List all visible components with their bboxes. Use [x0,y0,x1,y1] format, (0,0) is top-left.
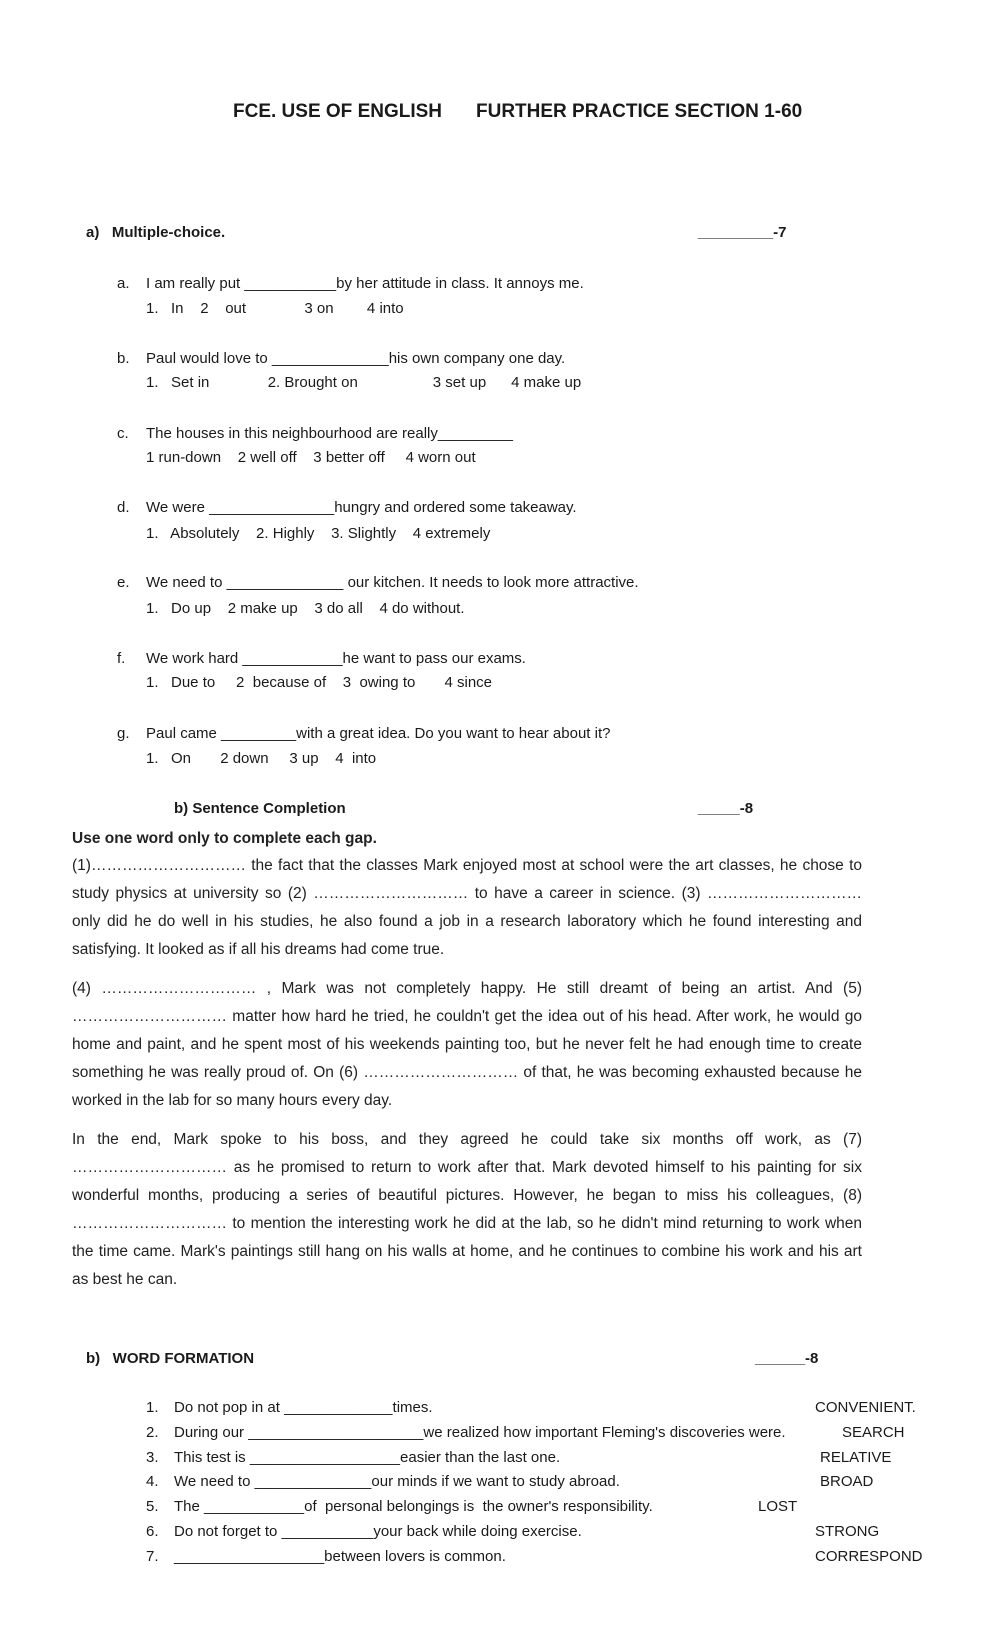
question-options: 1. Do up 2 make up 3 do all 4 do without. [146,600,465,617]
question-text: Paul came _________with a great idea. Do you want to hear about it? [146,725,611,742]
item-text: This test is __________________easier than the last one. [174,1449,561,1466]
cloze-paragraph-3: In the end, Mark spoke to his boss, and they agreed he could take six months off work, as (7) ………………………… as he promised to return to work after that. Mark devoted himself to his painting for six wonderful months, producing a series of beautiful pictures. However, he began to miss his colleagues, (8) ………………………… to mention the interesting work he did at the lab, so he didn't mind returning to work when the time came. Mark's paintings still hang on his walls at home, and he continues to combine his work and his art as best he can. [72,1131,862,1288]
item-text: Do not forget to ___________your back while doing exercise. [174,1523,582,1540]
item-text: __________________between lovers is common. [174,1548,506,1565]
question-letter: g. [117,725,130,742]
section-a-score: _________-7 [698,224,787,241]
stem-word: SEARCH [842,1424,905,1441]
question-letter: b. [117,350,130,367]
item-number: 7. [146,1548,159,1565]
item-number: 2. [146,1424,159,1441]
stem-word: LOST [758,1498,798,1515]
item-text: During our _____________________we realized how important Fleming's discoveries were. [174,1424,786,1441]
cloze-paragraph-1: (1)………………………… the fact that the classes Mark enjoyed most at school were the art classes, he chose to study physics at university so (2) ………………………… to have a career in science. (3) ………………………… only did he do well in his studies, he also found a job in a research laboratory which he found interesting and satisfying. It looked as if all his dreams had come true. [72,857,862,958]
question-options: 1. Set in 2. Brought on 3 set up 4 make up [146,374,582,391]
question-options: 1. Due to 2 because of 3 owing to 4 since [146,674,493,691]
item-number: 3. [146,1449,159,1466]
question-letter: c. [117,425,129,442]
cloze-paragraph-2: (4) ………………………… , Mark was not completely happy. He still dreamt of being an artist. And (5) ………………………… matter how hard he tried, he couldn't get the idea out of his head. After work, he would go home and paint, and he spent most of his weekends painting too, but he never felt he had enough time to create something he was really proud of. On (6) ………………………… of that, he was becoming exhausted because he worked in the lab for so many hours every day. [72,980,862,1109]
question-options: 1. Absolutely 2. Highly 3. Slightly 4 extremely [146,525,491,542]
instruction-text: Use one word only to complete each gap. [72,830,377,847]
section-b-score: _____-8 [698,800,754,817]
question-letter: a. [117,275,130,292]
item-number: 1. [146,1399,159,1416]
item-text: Do not pop in at _____________times. [174,1399,433,1416]
section-a-heading: a) Multiple-choice. [86,224,226,241]
question-text: We were _______________hungry and ordered some takeaway. [146,499,577,516]
item-text: The ____________of personal belongings is the owner's responsibility. [174,1498,653,1515]
question-text: We work hard ____________he want to pass our exams. [146,650,526,667]
question-options: 1 run-down 2 well off 3 better off 4 worn out [146,449,476,466]
section-c-heading: b) WORD FORMATION [86,1350,255,1367]
item-text: We need to ______________our minds if we want to study abroad. [174,1473,620,1490]
question-text: We need to ______________ our kitchen. It needs to look more attractive. [146,574,639,591]
question-letter: d. [117,499,130,516]
section-b-heading: b) Sentence Completion [174,800,346,817]
page-title-right: FURTHER PRACTICE SECTION 1-60 [476,101,803,122]
question-letter: e. [117,574,130,591]
section-c-score: ______-8 [755,1350,819,1367]
question-text: Paul would love to ______________his own company one day. [146,350,566,367]
question-options: 1. On 2 down 3 up 4 into [146,750,377,767]
item-number: 6. [146,1523,159,1540]
item-number: 4. [146,1473,159,1490]
question-text: The houses in this neighbourhood are really_________ [146,425,513,442]
question-letter: f. [117,650,126,667]
page-title-left: FCE. USE OF ENGLISH [233,101,443,122]
stem-word: CONVENIENT. [815,1399,916,1416]
stem-word: RELATIVE [820,1449,892,1466]
stem-word: CORRESPOND [815,1548,923,1565]
question-text: I am really put ___________by her attitude in class. It annoys me. [146,275,584,292]
item-number: 5. [146,1498,159,1515]
stem-word: STRONG [815,1523,880,1540]
stem-word: BROAD [820,1473,874,1490]
question-options: 1. In 2 out 3 on 4 into [146,300,404,317]
